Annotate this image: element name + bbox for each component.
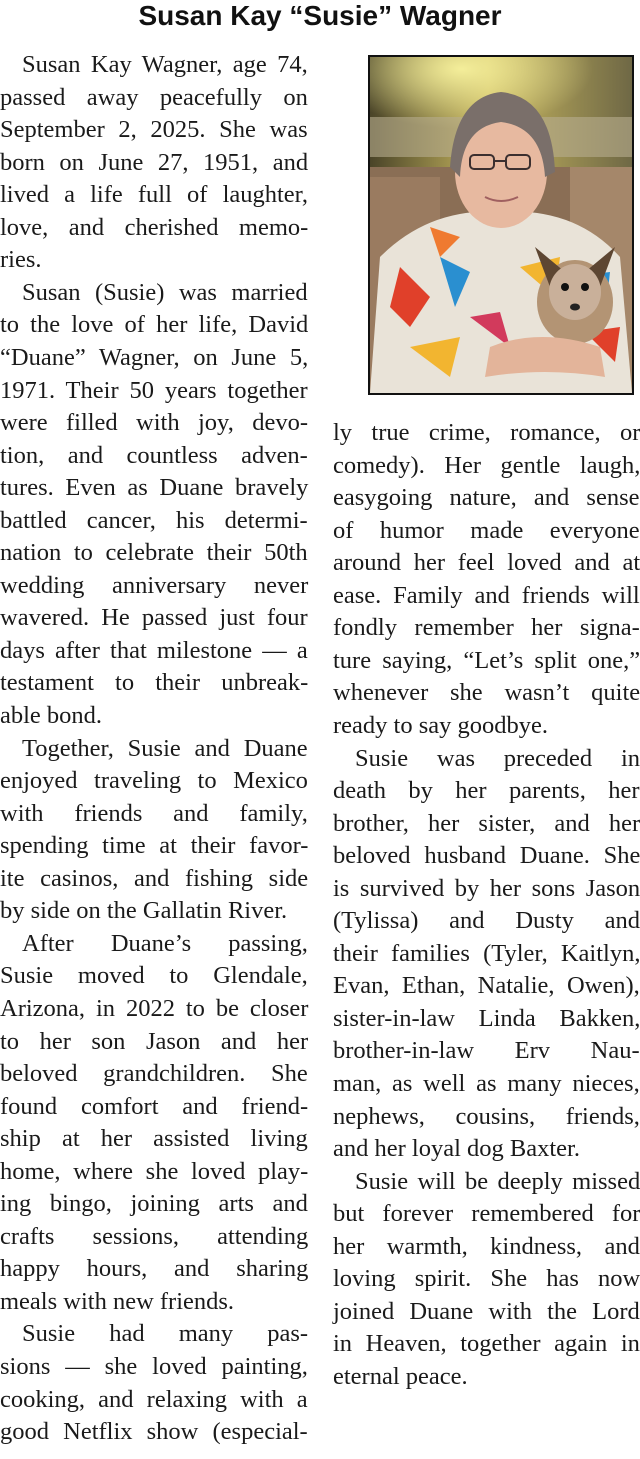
left-column-line: battled cancer, his determi- bbox=[0, 506, 308, 534]
right-column-line: sister-in-law Linda Bakken, bbox=[333, 1004, 640, 1032]
left-column-line: cooking, and relaxing with a bbox=[0, 1385, 308, 1413]
left-column-line: Together, Susie and Duane bbox=[22, 734, 308, 762]
left-column-line: good Netflix show (especial- bbox=[0, 1418, 308, 1446]
right-column-line: death by her parents, her bbox=[333, 777, 640, 805]
left-column-line: days after that milestone — a bbox=[0, 636, 308, 664]
left-column-line: After Duane’s passing, bbox=[22, 929, 308, 957]
right-column-line: beloved husband Duane. She bbox=[333, 842, 640, 870]
left-column-line: home, where she loved play- bbox=[0, 1157, 309, 1185]
right-column-line: easygoing nature, and sense bbox=[333, 484, 640, 512]
left-column-line: crafts sessions, attending bbox=[0, 1222, 309, 1250]
left-column-line: by side on the Gallatin River. bbox=[0, 897, 288, 925]
left-column-line: “Duane” Wagner, on June 5, bbox=[0, 343, 309, 371]
left-column-line: passed away peacefully on bbox=[0, 83, 308, 111]
left-column-line: Susie moved to Glendale, bbox=[0, 962, 308, 990]
right-column-line: loving spirit. She has now bbox=[333, 1265, 640, 1293]
left-column-line: ries. bbox=[0, 246, 42, 274]
left-column-line: lived a life full of laughter, bbox=[0, 181, 308, 209]
right-column-line: eternal peace. bbox=[333, 1362, 468, 1390]
right-column-line: her warmth, kindness, and bbox=[333, 1232, 640, 1260]
portrait-illustration bbox=[370, 57, 632, 393]
right-column-line: around her feel loved and at bbox=[333, 549, 640, 577]
left-column-line: love, and cherished memo- bbox=[0, 213, 309, 241]
left-column-line: were filled with joy, devo- bbox=[0, 409, 308, 437]
left-column-line: Arizona, in 2022 to be closer bbox=[0, 994, 309, 1022]
right-column-line: Susie will be deeply missed bbox=[355, 1167, 640, 1195]
right-column-line: ready to say goodbye. bbox=[333, 711, 548, 739]
right-column-line: but forever remembered for bbox=[333, 1200, 640, 1228]
right-column-line: man, as well as many nieces, bbox=[333, 1070, 640, 1097]
left-column-line: September 2, 2025. She was bbox=[0, 116, 308, 144]
right-column-line: brother, her sister, and her bbox=[333, 809, 640, 837]
left-column-line: tures. Even as Duane bravely bbox=[0, 474, 309, 502]
left-column-line: Susan Kay Wagner, age 74, bbox=[22, 51, 308, 78]
left-column-line: to her son Jason and her bbox=[0, 1027, 309, 1055]
right-column-line: Susie was preceded in bbox=[355, 744, 640, 772]
left-column-line: spending time at their favor- bbox=[0, 832, 309, 860]
left-column-line: wavered. He passed just four bbox=[0, 604, 308, 632]
left-column-line: ing bingo, joining arts and bbox=[0, 1190, 308, 1218]
obituary-title: Susan Kay “Susie” Wagner bbox=[138, 0, 502, 31]
left-column-line: to the love of her life, David bbox=[0, 311, 309, 339]
right-column-line: comedy). Her gentle laugh, bbox=[333, 451, 640, 479]
left-column-line: ship at her assisted living bbox=[0, 1125, 308, 1153]
right-column-line: is survived by her sons Jason bbox=[333, 874, 640, 902]
right-column-line: and her loyal dog Baxter. bbox=[333, 1135, 580, 1163]
right-column-line: in Heaven, together again in bbox=[333, 1330, 640, 1358]
left-column-line: Susan (Susie) was married bbox=[22, 278, 308, 306]
left-column-line: wedding anniversary never bbox=[0, 571, 309, 599]
right-column-line: ly true crime, romance, or bbox=[333, 419, 640, 446]
left-column-line: beloved grandchildren. She bbox=[0, 1060, 308, 1088]
left-column-line: found comfort and friend- bbox=[0, 1092, 309, 1120]
left-column-line: ite casinos, and fishing side bbox=[0, 864, 309, 892]
portrait-photo bbox=[368, 55, 634, 395]
right-column-line: brother-in-law Erv Nau- bbox=[333, 1037, 640, 1065]
right-column-line: nephews, cousins, friends, bbox=[333, 1102, 640, 1130]
right-column-line: fondly remember her signa- bbox=[333, 614, 640, 642]
left-column-line: able bond. bbox=[0, 702, 103, 729]
left-column-line: born on June 27, 1951, and bbox=[0, 148, 309, 176]
left-column-line: sions — she loved painting, bbox=[0, 1353, 308, 1380]
left-column-line: 1971. Their 50 years together bbox=[0, 376, 308, 404]
right-column-line: whenever she wasn’t quite bbox=[333, 679, 640, 707]
right-column-line: joined Duane with the Lord bbox=[333, 1297, 640, 1325]
right-column-line: ture saying, “Let’s split one,” bbox=[333, 646, 640, 674]
right-column-line: their families (Tyler, Kaitlyn, bbox=[333, 939, 640, 967]
left-column-line: with friends and family, bbox=[0, 799, 308, 827]
right-column-line: of humor made everyone bbox=[333, 516, 640, 544]
left-column-line: Susie had many pas- bbox=[22, 1320, 309, 1348]
left-column-line: meals with new friends. bbox=[0, 1287, 235, 1315]
left-column-line: enjoyed traveling to Mexico bbox=[0, 767, 308, 795]
right-column-line: ease. Family and friends will bbox=[333, 581, 640, 609]
left-column-line: testament to their unbreak- bbox=[0, 669, 309, 697]
right-column-line: (Tylissa) and Dusty and bbox=[333, 907, 640, 935]
left-column-line: happy hours, and sharing bbox=[0, 1255, 309, 1283]
left-column-line: nation to celebrate their 50th bbox=[0, 539, 308, 567]
right-column-line: Evan, Ethan, Natalie, Owen), bbox=[333, 972, 640, 1000]
left-column-line: tion, and countless adven- bbox=[0, 441, 308, 469]
